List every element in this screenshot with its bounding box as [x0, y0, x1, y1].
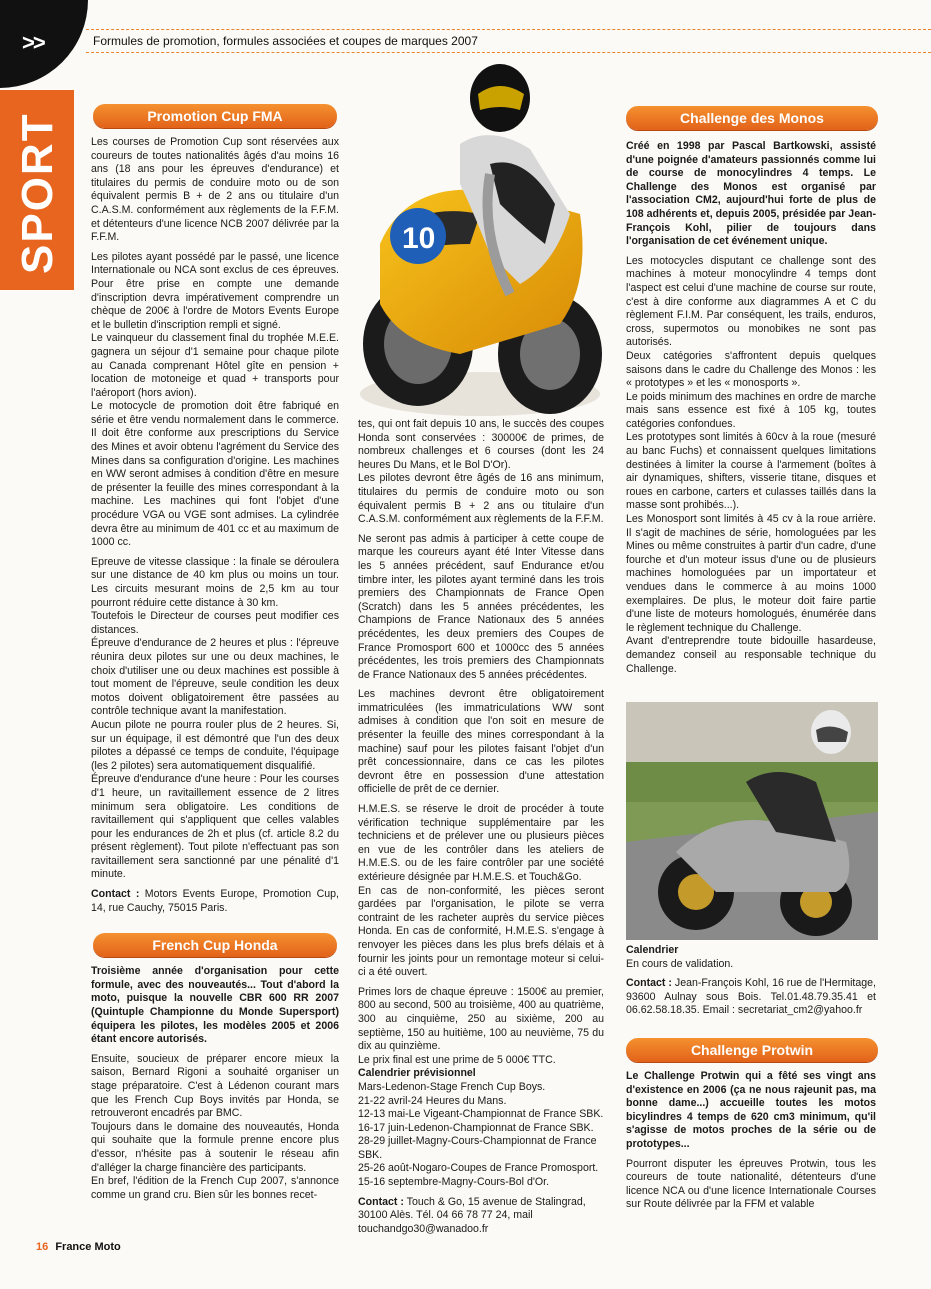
racer-illustration — [340, 54, 616, 426]
photo-monos — [626, 702, 878, 940]
col2-para-6: En cas de non-conformité, les pièces seront gardées par l'organisation, le pilote se verra contraint de les racheter auprès du service pièces Honda. En cas de conformité, H.M.E.S. s'engage à renvoyer les pièces dans les plus brefs délais et à fournir les joints pour un remontage moteur si celui-ci a été ouvert. — [358, 884, 604, 979]
col3-para-5: Les Monosport sont limités à 45 cv à la roue arrière. Il s'agit de machines de série, homologuées par les Mines ou même construites à partir d'un cadre, d'une fourche et d'un moteur issus d'une ou de plusieurs machines homologuées par un importateur et vendues dans le commerce à au moins 1000 exemplaires. De plus, le moteur doit faire partie d'une liste de moteurs homologués, énumérée dans le règlement technique du Challenge. — [626, 513, 876, 634]
calendar-row: 21-22 avril-24 Heures du Mans. — [358, 1094, 507, 1107]
contact-label: Contact : — [91, 888, 140, 901]
calendar-row: 28-29 juillet-Magny-Cours-Championnat de France SBK. — [358, 1135, 597, 1161]
heading-challenge-monos: Challenge des Monos — [626, 106, 878, 130]
col3-para2: Pourront disputer les épreuves Protwin, tous les coureurs de toute nationalité, détenteurs d'une licence NCA ou d'une licence Internationale Courses sur Route délivrée par la FFM et valable — [626, 1157, 876, 1211]
col3-para-3: Le poids minimum des machines en ordre de marche mais sans essence est fixé à 105 kg, toutes catégories confondues. — [626, 390, 876, 430]
page-header-title: Formules de promotion, formules associées et coupes de marques 2007 — [93, 34, 478, 48]
contact-label: Contact : — [626, 977, 672, 990]
col1-para-1: Les courses de Promotion Cup sont réservées aux coureurs de toutes nationalités âgés d'au moins 16 ans (18 ans pour les épreuves d'endurance) et titulaires du permis de conduire moto ou de son équivalent permis B + de 2 ans ou titulaire d'un C.A.S.M. conformément aux règlements de la F.F.M. et détenteurs d'une licence NCB 2007 délivrée par la F.F.M. — [91, 136, 339, 244]
col2-contact — [358, 1196, 604, 1237]
column-3-bottom — [626, 944, 876, 1212]
col2-calendar — [358, 1081, 604, 1190]
col1-body — [91, 136, 339, 915]
section-label: SPORT — [13, 112, 62, 274]
col1-para2-3: En bref, l'édition de la French Cup 2007, s'annonce comme un grand cru. Bien sûr les bonnes recet- — [91, 1175, 339, 1201]
col3-intro2-bold: Le Challenge Protwin qui a fêté ses vingt ans d'existence en 2006 (ça ne nous rajeunit pas, ma bonne dame...) accueille toutes les motos bicylindres 4 temps de 620 cm3 minimum, qu'il s'agisse de motos proches de la série ou de prototypes... — [626, 1069, 876, 1150]
calendar-row: Mars-Ledenon-Stage French Cup Boys. — [358, 1080, 546, 1093]
contact-label: Contact : — [358, 1195, 404, 1208]
col2-para-7: Primes lors de chaque épreuve : 1500€ au premier, 800 au second, 500 au troisième, 400 au quatrième, 300 au cinquième, 250 au sixième, 200 au septième, 150 au huitième, 100 au neuvième, 75 du dix au quinzième. — [358, 985, 604, 1053]
arrow-icon: >> — [22, 30, 44, 55]
magazine-name: France Moto — [55, 1241, 121, 1253]
col2-para-8: Le prix final est une prime de 5 000€ TTC. — [358, 1053, 556, 1066]
col1-para-4: Le motocycle de promotion doit être fabriqué en série et être vendu normalement dans le commerce. Il doit être conforme aux prescriptions du Service des Mines et avoir obtenu l'agrément du Service des Mines dans sa configuration d'origine. Les machines en WW seront admises à condition d'être en mesure de présenter la feuille des mines correspondant à la machine. Les machines qui font l'objet d'une procédure VGA ou VGE sont admises. La cylindrée devra être au minimum de 401 cc et au maximum de 1000 cc. — [91, 400, 339, 549]
contact-text: Jean-François Kohl, 16 rue de l'Hermitage, 93600 Aulnay sous Bois. Tel.01.48.79.35.41 et 06.62.58.18.35. Email : secretariat_cm2@yahoo.fr — [626, 977, 876, 1017]
column-3 — [626, 106, 876, 676]
column-2 — [358, 418, 604, 1236]
bike-number: 10 — [402, 222, 436, 255]
photo-racer — [340, 54, 616, 426]
col1-para-7: Épreuve d'endurance de 2 heures et plus : l'épreuve réunira deux pilotes sur une ou deux machines, le choix d'utiliser une ou deux machines est possible à tout moment de l'épreuve, seule condition les deux motos doivent obligatoirement être passées au contrôle technique avant la manifestation. — [91, 637, 339, 718]
col1-para-2: Les pilotes ayant possédé par le passé, une licence Internationale ou NCA sont exclus de ces épreuves. Pour être prise en compte une demande d'inscription devra impérativement comprendre un chèque de 200€ à l'ordre de Motors Events Europe et le bulletin d'inscription rempli et signé. — [91, 250, 339, 331]
calendar-row: 25-26 août-Nogaro-Coupes de France Promosport. — [358, 1162, 599, 1175]
calendar-row: 12-13 mai-Le Vigeant-Championnat de France SBK. — [358, 1108, 604, 1121]
heading-challenge-protwin: Challenge Protwin — [626, 1038, 878, 1062]
contact-text: Touch & Go, 15 avenue de Stalingrad, 30100 Alès. Tél. 04 66 78 77 24, mail touchandgo30@wanadoo.fr — [358, 1195, 586, 1235]
col3-para-4: Les prototypes sont limités à 60cv à la roue (mesuré au banc Fuchs) et connaissent quelques limitations destinées à limiter la course à l'armement (boîtes à air dynamiques, shifters, visserie titane, disques et roues en carbone, carters et culasses taillés dans la masse sont prohibés...). — [626, 431, 876, 512]
col2-para-1: tes, qui ont fait depuis 10 ans, le succès des coupes Honda sont conservées : 30000€ de primes, de nombreux challenges et 6 courses (dont les 24 heures Du Mans, et le Bol D'Or). — [358, 418, 604, 471]
heading-promotion-cup: Promotion Cup FMA — [93, 104, 337, 128]
col1-para-8: Aucun pilote ne pourra rouler plus de 2 heures. Si, sur un équipage, il est démontré que l'un des deux pilotes a dépassé ce temps de conduite, l'équipage (les 2 pilotes) sera automatiquement disqualifié. — [91, 718, 339, 772]
col2-para-2: Les pilotes devront être âgés de 16 ans minimum, titulaires du permis de conduire moto ou son équivalent permis B + 2 ans ou titulaire d'un C.A.S.M. conformément aux règlements de la F.F.M. — [358, 472, 604, 526]
col1-para2-1: Ensuite, soucieux de préparer encore mieux la saison, Bernard Rigoni a souhaité organiser un stage préparatoire. C'est à Lédenon courant mars que les French Cup Boys invités par Honda, se retrouveront encadrés par BMC. — [91, 1052, 339, 1120]
contact-text: Motors Events Europe, Promotion Cup, 14, rue Cauchy, 75015 Paris. — [91, 888, 339, 914]
col2-para-5: H.M.E.S. se réserve le droit de procéder à toute vérification technique supplémentaire par les techniciens et de prélever une ou plusieurs pièces en vue de les contrôler dans les ateliers de H.M.E.S. ou de les faire contrôler par une société extérieure désignée par H.M.E.S. et Touch&Go. — [358, 803, 604, 883]
col2-para-4: Les machines devront être obligatoirement immatriculées (les immatriculations WW sont admises à condition que l'on soit en mesure de présenter la feuille des mines correspondant à la machine) sauf pour les pilotes faisant l'objet d'un prêt concessionnaire, dans ce cas les pilotes devront être en possession d'une attestation officielle de prêt de ce dernier. — [358, 688, 604, 796]
calendar-row: 15-16 septembre-Magny-Cours-Bol d'Or. — [358, 1176, 550, 1189]
corner-tab — [0, 0, 88, 88]
header-divider-top — [86, 29, 931, 30]
page-number: 16 — [36, 1241, 49, 1253]
col2-para-3: Ne seront pas admis à participer à cette coupe de marque les coureurs ayant été Inter Vitesse dans les 5 années précédent, sauf Endurance et/ou timbre inter, les pilotes ayant terminé dans les trois premiers des Championnats de France Open (Scratch) dans les 5 années précédentes, les Champions de France Nationaux des 5 années précédentes, les deux premiers des Coupes de France Promosport 600 et 1000cc des 5 années précédentes, les trois premiers des Championnats de France Nationaux des 5 années précédentes. — [358, 532, 604, 681]
col3-intro-bold: Créé en 1998 par Pascal Bartkowski, assisté d'une poignée d'amateurs passionnés comme lui de course de monocylindres 4 temps. Le Challenge des Monos est organisé par l'association CM2, aujourd'hui forte de plus de 108 adhérents et, depuis 2005, présidée par Jean-François Kohl, pilier de toujours dans l'organisation de cet événement unique. — [626, 140, 876, 248]
col1-para-6: Toutefois le Directeur de courses peut modifier ces distances. — [91, 610, 339, 636]
col3-para-2: Deux catégories s'affrontent depuis quelques saisons dans le cadre du Challenge des Monos : les « prototypes » et les « monosports ». — [626, 349, 876, 390]
header-divider-bottom — [86, 52, 931, 53]
col3-calendar-text: En cours de validation. — [626, 957, 734, 970]
col3-contact — [626, 977, 876, 1018]
col1-intro-bold: Troisième année d'organisation pour cette formule, avec des nouveautés... Tout d'abord la moto, puisque la nouvelle CBR 600 RR 2007 (Quintuple Championne du Monde Supersport) équipera les pilotes, les modèles 2005 et 2006 étant encore autorisés. — [91, 965, 339, 1046]
col3-para-1: Les motocycles disputant ce challenge sont des machines à moteur monocylindre 4 temps dont l'aspect est celui d'une machine de course sur route, c'est à dire conforme aux diagrammes A et C du règlement F.I.M. Par conséquent, les trails, enduros, cross, supermotos ou monobikes ne sont pas autorisés. — [626, 254, 876, 349]
col1-para-3: Le vainqueur du classement final du trophée M.E.E. gagnera un séjour d'1 semaine pour chaque pilote au Canada comprenant Hôtel gîte en pension + location de motoneige et quad + transports pour l'aéroport (hors avion). — [91, 332, 339, 399]
page-footer — [36, 1241, 121, 1253]
col2-calendar-title: Calendrier prévisionnel — [358, 1067, 476, 1080]
col1-contact — [91, 888, 339, 915]
col1-para2-2: Toujours dans le domaine des nouveautés, Honda qui souhaite que la formule prenne encore plus d'essor, n'hésite pas à soutenir le réseau afin d'alléger la charge financière des participants. — [91, 1120, 339, 1174]
col3-para-6: Avant d'entreprendre toute bidouille hasardeuse, demandez conseil au responsable technique du Challenge. — [626, 635, 876, 675]
column-1 — [91, 104, 339, 1202]
calendar-row: 16-17 juin-Ledenon-Championnat de France SBK. — [358, 1121, 594, 1134]
col3-calendar-title: Calendrier — [626, 944, 679, 956]
monos-illustration — [626, 702, 878, 940]
heading-french-cup: French Cup Honda — [93, 933, 337, 957]
col1-para-9: Épreuve d'endurance d'une heure : Pour les courses d'1 heure, un ravitaillement essence de 2 litres minimum sera obligatoire. Les conditions de ravitaillement qui s'appliquent que celles valables pour les endurances de 2h et plus (cf. article 8.2 du présent règlement). Tout pilote n'effectuant pas son ravitaillement sera sanctionné par une pénalité d'1 minute. — [91, 773, 339, 881]
col1-para-5: Epreuve de vitesse classique : la finale se déroulera sur une distance de 40 km plus ou moins un tour. Les circuits mesurant moins de 2,5 km au tour pourront réduire cette distance à 30 km. — [91, 555, 339, 609]
